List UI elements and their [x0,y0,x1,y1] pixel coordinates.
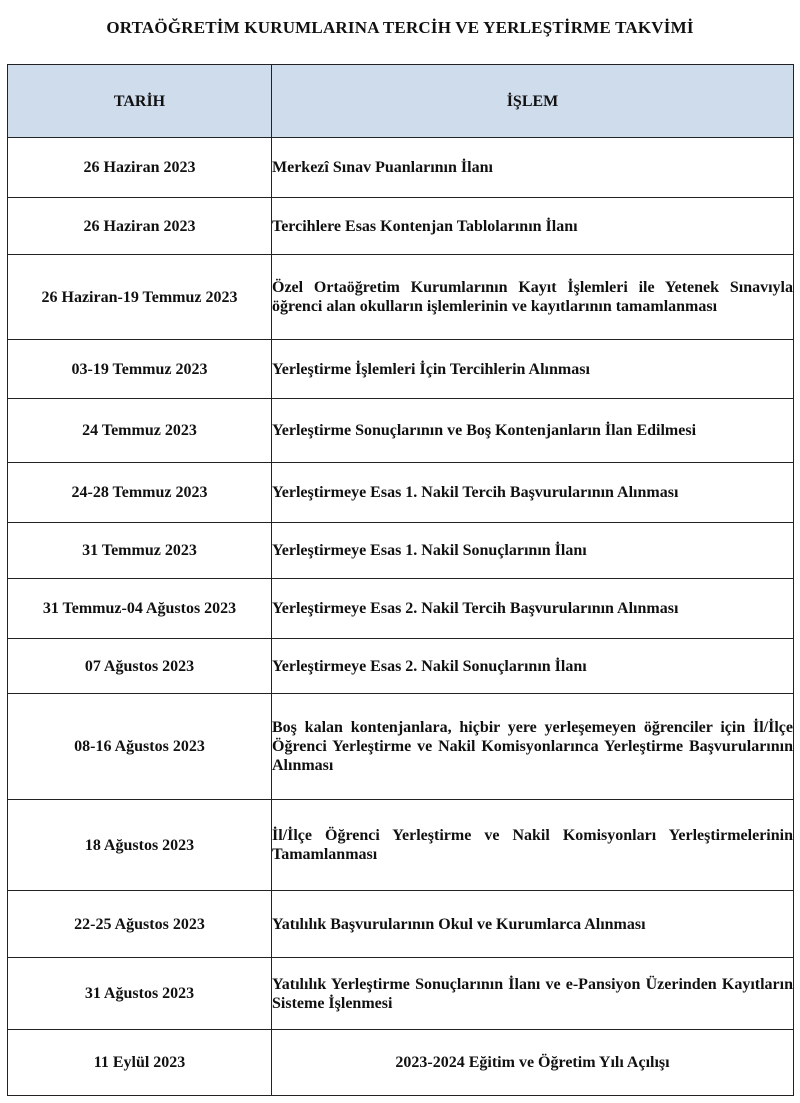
table-row [8,800,794,891]
row-date: 31 Temmuz 2023 [8,523,272,579]
row-operation: Yerleştirmeye Esas 1. Nakil Sonuçlarının İlanı [272,523,794,579]
table-row [8,463,794,523]
table-row [8,958,794,1030]
row-operation: Yerleştirmeye Esas 2. Nakil Tercih Başvurularının Alınması [272,579,794,639]
row-operation: İl/İlçe Öğrenci Yerleştirme ve Nakil Komisyonları Yerleştirmelerinin Tamamlanması [272,800,794,891]
row-date: 07 Ağustos 2023 [8,639,272,694]
row-date: 24 Temmuz 2023 [8,399,272,463]
table-row [8,340,794,399]
table-row [8,694,794,800]
table-row [8,639,794,694]
table-row [8,198,794,255]
table-row [8,1030,794,1096]
schedule-table [7,64,794,1096]
row-date: 26 Haziran 2023 [8,138,272,198]
row-date: 26 Haziran 2023 [8,198,272,255]
row-date: 31 Temmuz-04 Ağustos 2023 [8,579,272,639]
table-row [8,579,794,639]
table-row [8,399,794,463]
row-operation: Yerleştirme İşlemleri İçin Tercihlerin Alınması [272,340,794,399]
row-operation: Boş kalan kontenjanlara, hiçbir yere yerleşemeyen öğrenciler için İl/İlçe Öğrenci Yerleştirme ve Nakil Komisyonlarınca Yerleştirme Başvurularının Alınması [272,694,794,800]
table-row [8,523,794,579]
row-date: 03-19 Temmuz 2023 [8,340,272,399]
row-date: 18 Ağustos 2023 [8,800,272,891]
table-row [8,138,794,198]
row-operation: Yatılılık Başvurularının Okul ve Kurumlarca Alınması [272,891,794,958]
row-operation: Tercihlere Esas Kontenjan Tablolarının İlanı [272,198,794,255]
row-date: 08-16 Ağustos 2023 [8,694,272,800]
page-title: ORTAÖĞRETİM KURUMLARINA TERCİH VE YERLEŞTİRME TAKVİMİ [106,18,694,37]
row-operation: Özel Ortaöğretim Kurumlarının Kayıt İşlemleri ile Yetenek Sınavıyla öğrenci alan okulların işlemlerinin ve kayıtlarının tamamlanması [272,255,794,340]
row-operation: Yerleştirme Sonuçlarının ve Boş Kontenjanların İlan Edilmesi [272,399,794,463]
row-operation: 2023-2024 Eğitim ve Öğretim Yılı Açılışı [272,1030,794,1096]
table-header-row [8,65,794,138]
table-row [8,891,794,958]
row-operation: Merkezî Sınav Puanlarının İlanı [272,138,794,198]
row-date: 22-25 Ağustos 2023 [8,891,272,958]
row-date: 26 Haziran-19 Temmuz 2023 [8,255,272,340]
row-date: 31 Ağustos 2023 [8,958,272,1030]
row-date: 24-28 Temmuz 2023 [8,463,272,523]
column-header-operation: İŞLEM [272,65,794,138]
column-header-date: TARİH [8,65,272,138]
row-date: 11 Eylül 2023 [8,1030,272,1096]
row-operation: Yatılılık Yerleştirme Sonuçlarının İlanı ve e-Pansiyon Üzerinden Kayıtların Sisteme İşlenmesi [272,958,794,1030]
row-operation: Yerleştirmeye Esas 1. Nakil Tercih Başvurularının Alınması [272,463,794,523]
table-row [8,255,794,340]
row-operation: Yerleştirmeye Esas 2. Nakil Sonuçlarının İlanı [272,639,794,694]
